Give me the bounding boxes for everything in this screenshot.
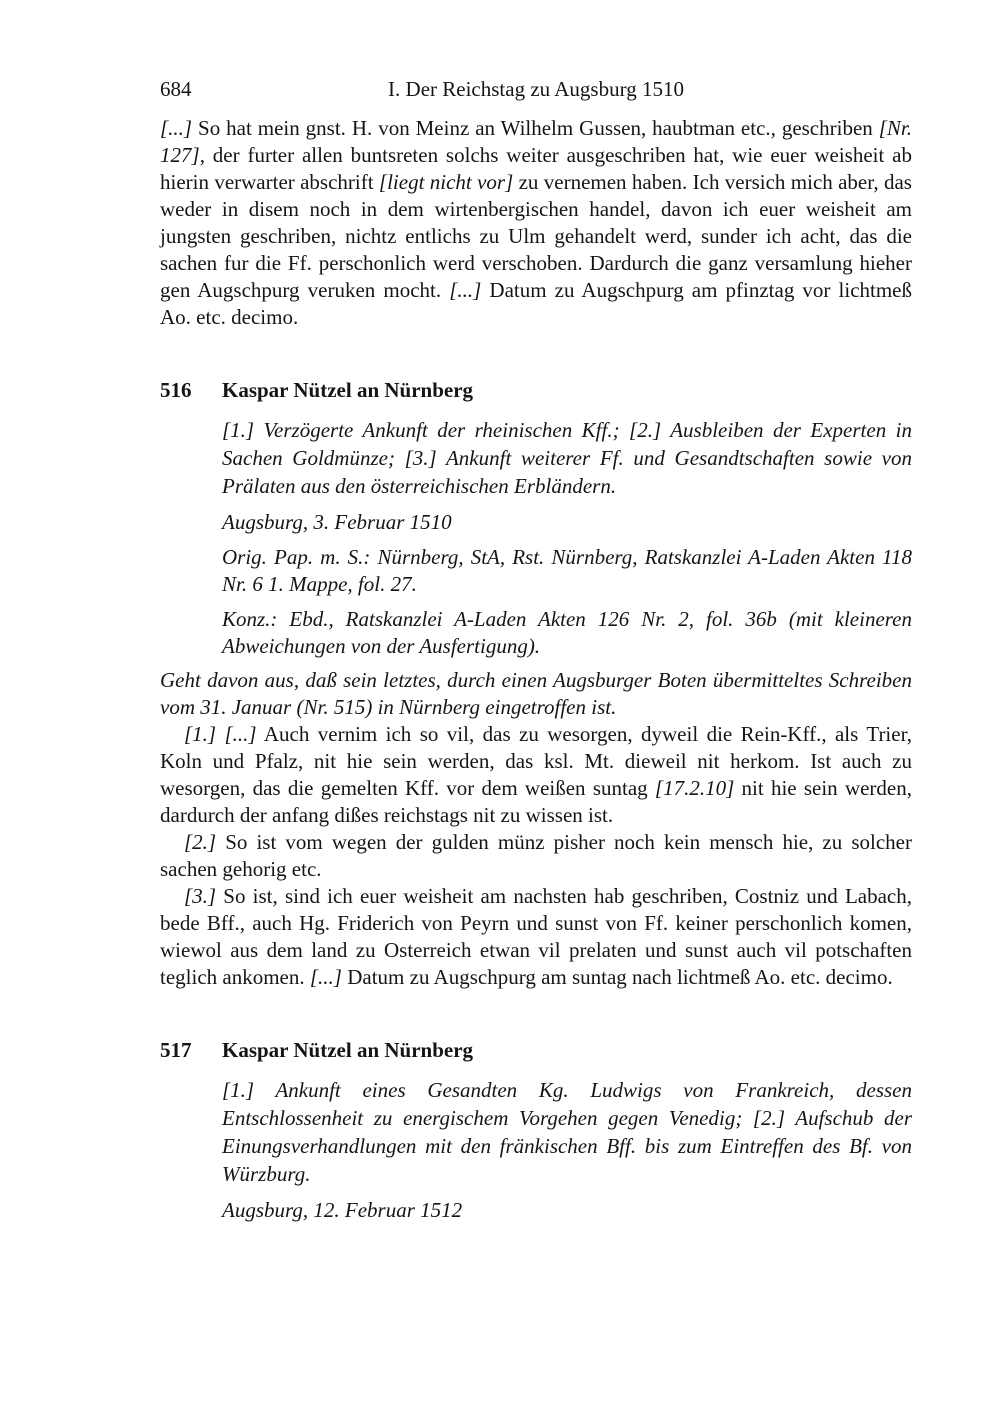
document-title: Kaspar Nützel an Nürnberg [222,378,474,402]
document-dateline: Augsburg, 12. Februar 1512 [222,1198,463,1222]
document-number: 517 [160,1038,192,1062]
document-entry-517 [160,1037,912,1224]
body-paragraph-2: [2.] So ist vom wegen der gulden münz pisher noch kein mensch hie, zu solcher sachen gehorig etc. [160,830,912,881]
running-head: I. Der Reichstag zu Augsburg 1510 [388,77,684,101]
document-heading [160,377,912,404]
continuation-paragraph: [...] So hat mein gnst. H. von Meinz an Wilhelm Gussen, haubtman etc., geschriben [Nr. 127], der furter allen buntsreten solchs weiter ausgeschriben hat, wie euer weisheit ab hierin verwarter abschrift [liegt nicht vor] zu vernemen haben. Ich versich mich aber, das weder in disem noch in dem wirtenbergischen handel, davon ich euer weisheit am jungsten geschriben, nichtz entlichs zu Ulm gehandelt werd, sunder ich acht, das die sachen fur die Ff. perschonlich werd verschoben. Dardurch die ganz versamlung hieher gen Augschpurg veruken mocht. [...] Datum zu Augschpurg am pfinztag vor lichtmeß Ao. etc. decimo. [160,116,913,329]
document-entry-516 [160,377,912,991]
document-summary: [1.] Verzögerte Ankunft der rheinischen Kff.; [2.] Ausbleiben der Experten in Sachen Goldmünze; [3.] Ankunft weiterer Ff. und Gesandtschaften sowie von Prälaten aus den österreichischen Erbländern. [222,418,912,498]
body-paragraph-1: [1.] [...] Auch vernim ich so vil, das zu wesorgen, dyweil die Rein-Kff., als Trier, Koln und Pfalz, nit hie sein werden, das ksl. Mt. dieweil nit herkom. Ist auch zu wesorgen, das die gemelten Kff. vor dem weißen suntag [17.2.10] nit hie sein werden, dardurch der anfang dißes reichstags nit zu wissen ist. [160,722,912,827]
source-concept: Konz.: Ebd., Ratskanzlei A-Laden Akten 126 Nr. 2, fol. 36b (mit kleineren Abweichungen von der Ausfertigung). [222,607,912,658]
document-summary: [1.] Ankunft eines Gesandten Kg. Ludwigs von Frankreich, dessen Entschlossenheit zu energischem Vorgehen gegen Venedig; [2.] Aufschub der Einungsverhandlungen mit den fränkischen Bff. bis zum Eintreffen des Bf. von Würzburg. [222,1078,912,1186]
document-meta [160,1076,912,1224]
document-meta [160,416,912,660]
page-header [160,76,912,103]
document-dateline: Augsburg, 3. Februar 1510 [222,510,452,534]
document-heading [160,1037,912,1064]
body-paragraph-3: [3.] So ist, sind ich euer weisheit am nachsten hab geschriben, Costniz und Labach, bede Bff., auch Hg. Friderich von Peyrn und sunst von Ff. keiner perschonlich komen, wiewol aus dem land zu Osterreich etwan vil prelaten und sunst auch vil potschaften teglich ankomen. [...] Datum zu Augschpurg am suntag nach lichtmeß Ao. etc. decimo. [160,884,912,989]
source-original: Orig. Pap. m. S.: Nürnberg, StA, Rst. Nürnberg, Ratskanzlei A-Laden Akten 118 Nr. 6 1. Mappe, fol. 27. [222,545,912,596]
editorial-note: Geht davon aus, daß sein letztes, durch einen Augsburger Boten übermitteltes Schreiben vom 31. Januar (Nr. 515) in Nürnberg eingetroffen ist. [160,668,912,719]
page-number: 684 [160,77,192,101]
document-title: Kaspar Nützel an Nürnberg [222,1038,474,1062]
document-number: 516 [160,378,192,402]
